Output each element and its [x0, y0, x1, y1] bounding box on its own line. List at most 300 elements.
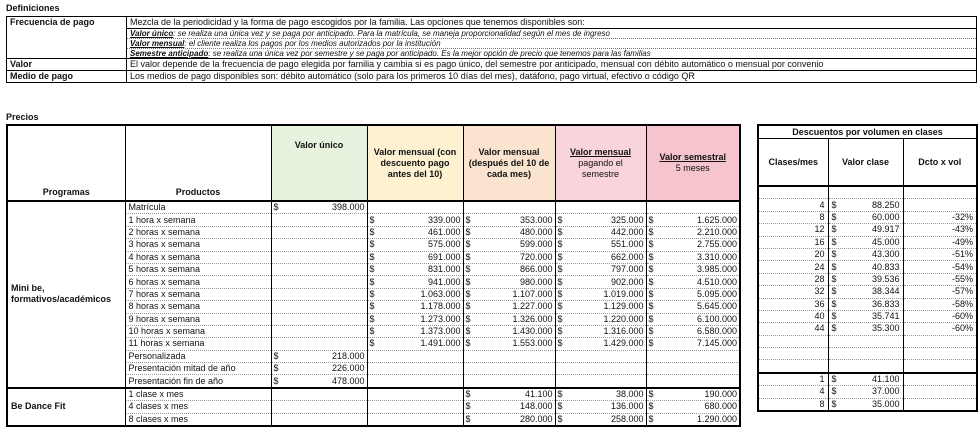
currency-symbol: $	[557, 288, 563, 299]
valor-mensual-semestre-cell	[555, 413, 646, 426]
product-name: Presentación fin de año	[125, 375, 271, 388]
price-amount: 1.316.000	[603, 326, 644, 337]
discount-row	[758, 335, 977, 347]
discount-row	[758, 248, 977, 260]
dcto-vol-cell	[903, 398, 977, 411]
currency-symbol: $	[557, 251, 563, 262]
product-name: 1 clase x mes	[125, 388, 271, 401]
discount-row	[758, 224, 977, 236]
clases-mes-cell	[758, 186, 828, 199]
valor-mensual-despues-cell	[463, 239, 555, 251]
dcto-vol-cell: -57%	[903, 286, 977, 298]
currency-symbol: $	[369, 239, 375, 250]
currency-symbol: $	[648, 413, 654, 424]
valor-mensual-despues-cell	[463, 375, 555, 388]
discount-row	[758, 373, 977, 386]
definitions-table	[6, 16, 977, 83]
currency-symbol: $	[465, 276, 471, 287]
valor-unico-cell	[271, 313, 367, 325]
valor-clase-cell	[828, 211, 903, 223]
valor-mensual-descuento-cell	[367, 251, 463, 263]
valor-mensual-despues-cell	[463, 201, 555, 214]
valor-clase-cell	[828, 335, 903, 347]
currency-symbol: $	[831, 374, 837, 385]
dcto-vol-cell: -60%	[903, 323, 977, 335]
price-amount: 1.373.000	[420, 326, 461, 337]
currency-symbol: $	[648, 313, 654, 324]
valor-mensual-descuento-cell	[367, 288, 463, 300]
price-amount: 1.063.000	[420, 288, 461, 299]
definition-option-row	[7, 29, 977, 39]
valor-clase-amount: 88.250	[871, 199, 900, 210]
discount-row	[758, 386, 977, 398]
valor-clase-amount: 40.833	[871, 261, 900, 272]
clases-mes-cell: 32	[758, 286, 828, 298]
price-amount: 1.019.000	[603, 288, 644, 299]
valor-semestral-cell	[646, 288, 740, 300]
price-amount: 1.491.000	[420, 338, 461, 349]
price-amount: 38.000	[615, 389, 644, 400]
product-name: 8 horas x semana	[125, 301, 271, 313]
valor-clase-cell	[828, 310, 903, 322]
valor-mensual-descuento-cell	[367, 363, 463, 375]
header-valor-semestral	[646, 125, 740, 201]
clases-mes-cell: 24	[758, 261, 828, 273]
valor-semestral-cell	[646, 276, 740, 288]
definition-text: El valor depende de la frecuencia de pago elegida por familia y cambia si es pago único, del semestre por anticipado, mensual con débito automático o mensual por convenio	[127, 59, 977, 71]
currency-symbol: $	[648, 264, 654, 275]
valor-mensual-semestre-cell	[555, 375, 646, 388]
price-amount: 190.000	[704, 389, 737, 400]
discount-row	[758, 186, 977, 199]
valor-clase-cell	[828, 323, 903, 335]
currency-symbol: $	[465, 214, 471, 225]
currency-symbol: $	[465, 326, 471, 337]
valor-mensual-despues-cell	[463, 363, 555, 375]
price-amount: 797.000	[610, 264, 644, 275]
valor-semestral-cell	[646, 350, 740, 362]
clases-mes-cell: 12	[758, 224, 828, 236]
price-amount: 3.310.000	[696, 251, 737, 262]
valor-semestral-cell	[646, 325, 740, 337]
currency-symbol: $	[273, 375, 279, 386]
product-name: Matrícula	[125, 201, 271, 214]
valor-unico-cell	[271, 239, 367, 251]
price-row	[7, 388, 740, 401]
discount-row	[758, 310, 977, 322]
price-amount: 3.985.000	[696, 264, 737, 275]
valor-semestral-cell	[646, 363, 740, 375]
valor-mensual-semestre-cell	[555, 301, 646, 313]
header-valor-mensual-despues: Valor mensual (después del 10 de cada mes)	[463, 125, 555, 201]
header-valor-mensual-semestre	[555, 125, 646, 201]
clases-mes-cell: 36	[758, 298, 828, 310]
currency-symbol: $	[557, 301, 563, 312]
discount-row	[758, 323, 977, 335]
definition-text: Los medios de pago disponibles son: débito automático (solo para los primeros 10 días del mes), datáfono, pago virtual, efectivo o código QR	[127, 71, 977, 83]
valor-clase-amount: 43.300	[871, 249, 900, 260]
currency-symbol: $	[831, 286, 837, 297]
definition-option-row	[7, 49, 977, 59]
price-amount: 941.000	[427, 276, 461, 287]
header-valor-mensual-semestre-a: Valor mensual	[569, 146, 632, 157]
valor-unico-cell	[271, 401, 367, 413]
currency-symbol: $	[369, 338, 375, 349]
valor-unico-cell	[271, 375, 367, 388]
valor-mensual-descuento-cell	[367, 226, 463, 238]
valor-mensual-descuento-cell	[367, 313, 463, 325]
valor-unico-cell	[271, 201, 367, 214]
dcto-vol-cell: -32%	[903, 211, 977, 223]
definition-option	[127, 39, 977, 49]
valor-semestral-cell	[646, 239, 740, 251]
price-amount: 1.326.000	[512, 313, 553, 324]
valor-mensual-semestre-cell	[555, 214, 646, 226]
price-amount: 980.000	[519, 276, 553, 287]
currency-symbol: $	[831, 211, 837, 222]
price-amount: 902.000	[610, 276, 644, 287]
definition-option-desc: : el cliente realiza los pagos por los medios autorizados por la institución	[184, 39, 441, 48]
valor-clase-amount: 35.000	[871, 398, 900, 409]
definition-option-desc: : se realiza una única vez por semestre y se paga por anticipado. Es la mejor opción de precio que tenemos para las familias	[208, 49, 651, 58]
price-amount: 5.645.000	[696, 301, 737, 312]
currency-symbol: $	[465, 338, 471, 349]
currency-symbol: $	[465, 251, 471, 262]
valor-semestral-cell	[646, 201, 740, 214]
valor-semestral-cell	[646, 388, 740, 401]
valor-mensual-semestre-cell	[555, 239, 646, 251]
currency-symbol: $	[648, 214, 654, 225]
discount-row	[758, 360, 977, 373]
currency-symbol: $	[273, 202, 279, 213]
program-name: Be Dance Fit	[7, 388, 125, 426]
valor-mensual-semestre-cell	[555, 226, 646, 238]
definition-option-desc: : se realiza una única vez y se paga por anticipado. Para la matrícula, se maneja proporcionalidad según el mes de ingreso	[173, 29, 610, 38]
price-amount: 1.107.000	[512, 288, 553, 299]
valor-clase-cell	[828, 360, 903, 373]
product-name: Presentación mitad de año	[125, 363, 271, 375]
definition-option-name: Semestre anticipado	[130, 49, 209, 58]
discount-row	[758, 398, 977, 411]
discount-row	[758, 236, 977, 248]
discount-row	[758, 298, 977, 310]
valor-clase-cell	[828, 224, 903, 236]
discount-row	[758, 273, 977, 285]
valor-mensual-descuento-cell	[367, 201, 463, 214]
valor-mensual-despues-cell	[463, 251, 555, 263]
dcto-vol-cell	[903, 373, 977, 386]
clases-mes-cell: 4	[758, 199, 828, 211]
valor-mensual-despues-cell	[463, 263, 555, 275]
price-amount: 1.625.000	[696, 214, 737, 225]
valor-clase-amount: 41.100	[871, 374, 900, 385]
valor-clase-cell	[828, 373, 903, 386]
valor-mensual-despues-cell	[463, 413, 555, 426]
currency-symbol: $	[557, 338, 563, 349]
definition-option-row	[7, 39, 977, 49]
currency-symbol: $	[557, 401, 563, 412]
price-amount: 325.000	[610, 214, 644, 225]
valor-semestral-cell	[646, 226, 740, 238]
valor-mensual-semestre-cell	[555, 401, 646, 413]
valor-clase-cell	[828, 273, 903, 285]
valor-mensual-descuento-cell	[367, 325, 463, 337]
discount-row	[758, 199, 977, 211]
valor-semestral-cell	[646, 413, 740, 426]
price-amount: 2.755.000	[696, 239, 737, 250]
currency-symbol: $	[465, 313, 471, 324]
price-amount: 353.000	[519, 214, 553, 225]
valor-mensual-semestre-cell	[555, 276, 646, 288]
currency-symbol: $	[465, 226, 471, 237]
valor-clase-cell	[828, 298, 903, 310]
dcto-vol-cell: -55%	[903, 273, 977, 285]
valor-clase-amount: 38.344	[871, 286, 900, 297]
currency-symbol: $	[465, 264, 471, 275]
valor-clase-amount: 60.000	[871, 211, 900, 222]
program-name: Mini be, formativos/académicos	[7, 201, 125, 388]
valor-mensual-despues-cell	[463, 288, 555, 300]
currency-symbol: $	[831, 249, 837, 260]
clases-mes-cell: 44	[758, 323, 828, 335]
dcto-vol-cell	[903, 199, 977, 211]
definition-row	[7, 17, 977, 29]
price-amount: 480.000	[519, 226, 553, 237]
definition-option	[127, 29, 977, 39]
dcto-vol-cell	[903, 386, 977, 398]
currency-symbol: $	[465, 239, 471, 250]
currency-symbol: $	[648, 239, 654, 250]
product-name: 2 horas x semana	[125, 226, 271, 238]
valor-mensual-descuento-cell	[367, 239, 463, 251]
header-valor-semestral-b: 5 meses	[675, 163, 710, 173]
valor-mensual-descuento-cell	[367, 276, 463, 288]
price-amount: 1.227.000	[512, 301, 553, 312]
price-amount: 575.000	[427, 239, 461, 250]
price-amount: 691.000	[427, 251, 461, 262]
currency-symbol: $	[557, 313, 563, 324]
currency-symbol: $	[369, 214, 375, 225]
currency-symbol: $	[465, 301, 471, 312]
header-valor-unico: Valor único	[271, 125, 367, 201]
valor-semestral-cell	[646, 338, 740, 350]
clases-mes-cell: 4	[758, 386, 828, 398]
valor-mensual-descuento-cell	[367, 375, 463, 388]
valor-mensual-semestre-cell	[555, 363, 646, 375]
clases-mes-cell: 40	[758, 310, 828, 322]
valor-clase-cell	[828, 286, 903, 298]
price-amount: 478.000	[331, 375, 365, 386]
prices-table	[6, 124, 741, 427]
currency-symbol: $	[557, 226, 563, 237]
valor-semestral-cell	[646, 263, 740, 275]
currency-symbol: $	[648, 401, 654, 412]
valor-mensual-despues-cell	[463, 214, 555, 226]
price-amount: 5.095.000	[696, 288, 737, 299]
price-amount: 280.000	[519, 413, 553, 424]
valor-unico-cell	[271, 263, 367, 275]
price-amount: 1.273.000	[420, 313, 461, 324]
header-dcto-vol: Dcto x vol	[903, 139, 977, 187]
currency-symbol: $	[273, 363, 279, 374]
currency-symbol: $	[369, 326, 375, 337]
product-name: 1 hora x semana	[125, 214, 271, 226]
valor-mensual-despues-cell	[463, 338, 555, 350]
currency-symbol: $	[465, 401, 471, 412]
discount-row	[758, 286, 977, 298]
valor-mensual-semestre-cell	[555, 288, 646, 300]
valor-mensual-semestre-cell	[555, 313, 646, 325]
valor-semestral-cell	[646, 301, 740, 313]
definition-row	[7, 71, 977, 83]
dcto-vol-cell	[903, 348, 977, 360]
valor-clase-cell	[828, 248, 903, 260]
currency-symbol: $	[557, 264, 563, 275]
price-amount: 442.000	[610, 226, 644, 237]
price-amount: 1.429.000	[603, 338, 644, 349]
dcto-vol-cell	[903, 335, 977, 347]
currency-symbol: $	[648, 251, 654, 262]
valor-semestral-cell	[646, 401, 740, 413]
price-amount: 1.290.000	[696, 413, 737, 424]
currency-symbol: $	[648, 288, 654, 299]
valor-mensual-semestre-cell	[555, 338, 646, 350]
price-amount: 866.000	[519, 264, 553, 275]
currency-symbol: $	[465, 389, 471, 400]
currency-symbol: $	[831, 199, 837, 210]
product-name: 6 horas x semana	[125, 276, 271, 288]
valor-mensual-descuento-cell	[367, 214, 463, 226]
valor-mensual-descuento-cell	[367, 401, 463, 413]
currency-symbol: $	[831, 273, 837, 284]
product-name: 4 horas x semana	[125, 251, 271, 263]
dcto-vol-cell: -51%	[903, 248, 977, 260]
dcto-vol-cell: -54%	[903, 261, 977, 273]
currency-symbol: $	[831, 398, 837, 409]
valor-semestral-cell	[646, 214, 740, 226]
valor-unico-cell	[271, 413, 367, 426]
currency-symbol: $	[465, 288, 471, 299]
valor-unico-cell	[271, 251, 367, 263]
valor-semestral-cell	[646, 251, 740, 263]
valor-clase-cell	[828, 199, 903, 211]
valor-mensual-despues-cell	[463, 301, 555, 313]
price-amount: 398.000	[331, 202, 365, 213]
definition-text: Mezcla de la periodicidad y la forma de pago escogidos por la familia. Las opciones que tenemos disponibles son:	[127, 17, 977, 29]
valor-mensual-descuento-cell	[367, 350, 463, 362]
product-name: 3 horas x semana	[125, 239, 271, 251]
valor-mensual-semestre-cell	[555, 388, 646, 401]
clases-mes-cell: 16	[758, 236, 828, 248]
price-amount: 226.000	[331, 363, 365, 374]
currency-symbol: $	[648, 338, 654, 349]
valor-mensual-despues-cell	[463, 313, 555, 325]
product-name: 11 horas x semana	[125, 338, 271, 350]
valor-unico-cell	[271, 388, 367, 401]
dcto-vol-cell: -58%	[903, 298, 977, 310]
valor-semestral-cell	[646, 375, 740, 388]
product-name: 7 horas x semana	[125, 288, 271, 300]
product-name: 9 horas x semana	[125, 313, 271, 325]
clases-mes-cell: 20	[758, 248, 828, 260]
valor-unico-cell	[271, 301, 367, 313]
price-amount: 4.510.000	[696, 276, 737, 287]
currency-symbol: $	[557, 276, 563, 287]
valor-mensual-semestre-cell	[555, 263, 646, 275]
currency-symbol: $	[648, 389, 654, 400]
currency-symbol: $	[831, 261, 837, 272]
price-amount: 461.000	[427, 226, 461, 237]
valor-mensual-despues-cell	[463, 276, 555, 288]
valor-clase-amount: 45.000	[871, 236, 900, 247]
price-amount: 218.000	[331, 350, 365, 361]
currency-symbol: $	[465, 413, 471, 424]
valor-mensual-descuento-cell	[367, 263, 463, 275]
currency-symbol: $	[831, 224, 837, 235]
header-valor-semestral-a: Valor semestral	[659, 152, 727, 162]
definitions-title: Definiciones	[6, 3, 60, 13]
valor-clase-cell	[828, 186, 903, 199]
price-amount: 662.000	[610, 251, 644, 262]
currency-symbol: $	[369, 276, 375, 287]
valor-mensual-despues-cell	[463, 401, 555, 413]
valor-clase-amount: 49.917	[871, 224, 900, 235]
discount-row	[758, 348, 977, 360]
currency-symbol: $	[369, 288, 375, 299]
valor-unico-cell	[271, 214, 367, 226]
price-amount: 258.000	[610, 413, 644, 424]
clases-mes-cell: 8	[758, 398, 828, 411]
valor-clase-amount: 37.000	[871, 386, 900, 397]
header-productos: Productos	[125, 125, 271, 201]
valor-clase-cell	[828, 348, 903, 360]
valor-clase-cell	[828, 236, 903, 248]
product-name: 8 clases x mes	[125, 413, 271, 426]
valor-clase-amount: 35.741	[871, 311, 900, 322]
definition-term: Frecuencia de pago	[7, 17, 127, 59]
price-amount: 148.000	[519, 401, 553, 412]
discounts-table	[757, 124, 978, 412]
clases-mes-cell: 28	[758, 273, 828, 285]
prices-title: Precios	[6, 112, 39, 122]
discounts-title: Descuentos por volumen en clases	[758, 125, 977, 139]
price-amount: 6.580.000	[696, 326, 737, 337]
currency-symbol: $	[831, 323, 837, 334]
valor-semestral-cell	[646, 313, 740, 325]
header-programas: Programas	[7, 125, 125, 201]
price-amount: 680.000	[704, 401, 737, 412]
currency-symbol: $	[369, 264, 375, 275]
valor-mensual-semestre-cell	[555, 201, 646, 214]
discount-row	[758, 211, 977, 223]
price-amount: 599.000	[519, 239, 553, 250]
price-amount: 1.430.000	[512, 326, 553, 337]
currency-symbol: $	[369, 301, 375, 312]
valor-clase-amount: 35.300	[871, 323, 900, 334]
header-clases-mes: Clases/mes	[758, 139, 828, 187]
price-amount: 136.000	[610, 401, 644, 412]
valor-clase-cell	[828, 398, 903, 411]
price-amount: 1.553.000	[512, 338, 553, 349]
currency-symbol: $	[831, 386, 837, 397]
price-amount: 551.000	[610, 239, 644, 250]
price-amount: 6.100.000	[696, 313, 737, 324]
price-amount: 7.145.000	[696, 338, 737, 349]
currency-symbol: $	[648, 226, 654, 237]
dcto-vol-cell	[903, 186, 977, 199]
valor-clase-amount: 39.536	[871, 273, 900, 284]
clases-mes-cell	[758, 335, 828, 347]
